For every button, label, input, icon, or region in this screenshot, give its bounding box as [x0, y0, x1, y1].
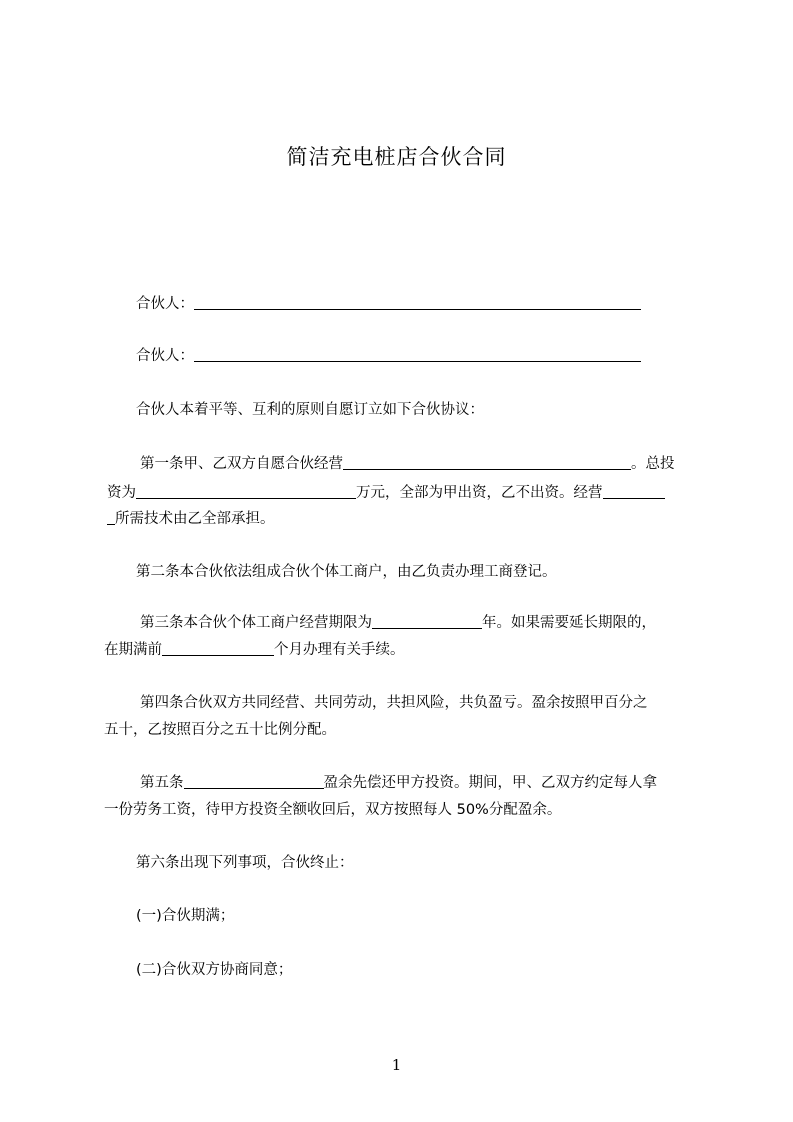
partner-line-2: [136, 344, 641, 365]
article-5-text: 第五条: [140, 775, 184, 791]
article-1-text: 第一条甲、乙双方自愿合伙经营: [140, 456, 343, 472]
article-4-line-1: 第四条合伙双方共同经营、共同劳动，共担风险，共负盈亏。盈余按照甲百分之: [140, 695, 648, 711]
list-item: (一)合伙期满；: [136, 908, 235, 924]
article-5-line-2: 一份劳务工资，待甲方投资全额收回后，双方按照每人 50%分配盈余。: [104, 802, 562, 818]
article-3-text: 年。如果需要延长期限的，: [482, 615, 656, 631]
surplus-blank[interactable]: [184, 773, 324, 789]
article-3-line-1: [140, 611, 656, 632]
partner-blank[interactable]: [194, 346, 641, 362]
list-item: (二)合伙双方协商同意；: [136, 962, 293, 978]
term-years-blank[interactable]: [372, 613, 482, 629]
article-1-text: 万元，全部为甲出资，乙不出资。经营: [356, 485, 603, 501]
article-1-line-3: [107, 507, 275, 528]
article-3-text: 第三条本合伙个体工商户经营期限为: [140, 615, 372, 631]
operation-blank-cont[interactable]: [107, 509, 115, 525]
article-3-text: 个月办理有关手续。: [274, 642, 405, 658]
months-blank[interactable]: [162, 640, 274, 656]
operation-blank[interactable]: [603, 483, 665, 499]
article-5-line-1: [140, 771, 657, 792]
investment-blank[interactable]: [136, 483, 356, 499]
article-1-text: 所需技术由乙全部承担。: [115, 511, 275, 527]
article-1-text: 资为: [107, 485, 136, 501]
article-5-text: 盈余先偿还甲方投资。期间，甲、乙双方约定每人拿: [323, 775, 657, 791]
article-6: 第六条出现下列事项，合伙终止：: [136, 855, 354, 871]
article-3-text: 在期满前: [104, 642, 162, 658]
intro-paragraph: 合伙人本着平等、互利的原则自愿订立如下合伙协议：: [136, 402, 484, 418]
partner-line-1: [136, 292, 641, 313]
article-4-line-2: 五十，乙按照百分之五十比例分配。: [104, 722, 336, 738]
document-title: 简洁充电桩店合伙合同: [286, 145, 507, 169]
partner-label: 合伙人：: [136, 296, 194, 312]
business-blank[interactable]: [343, 454, 631, 470]
article-1-line-2: [107, 481, 665, 502]
page-number: 1: [391, 1056, 402, 1074]
partner-blank[interactable]: [194, 294, 641, 310]
article-2: 第二条本合伙依法组成合伙个体工商户，由乙负责办理工商登记。: [136, 564, 557, 580]
article-1-line-1: [140, 452, 675, 473]
partner-label: 合伙人：: [136, 348, 194, 364]
article-3-line-2: [104, 638, 405, 659]
article-1-text: 。总投: [631, 456, 675, 472]
